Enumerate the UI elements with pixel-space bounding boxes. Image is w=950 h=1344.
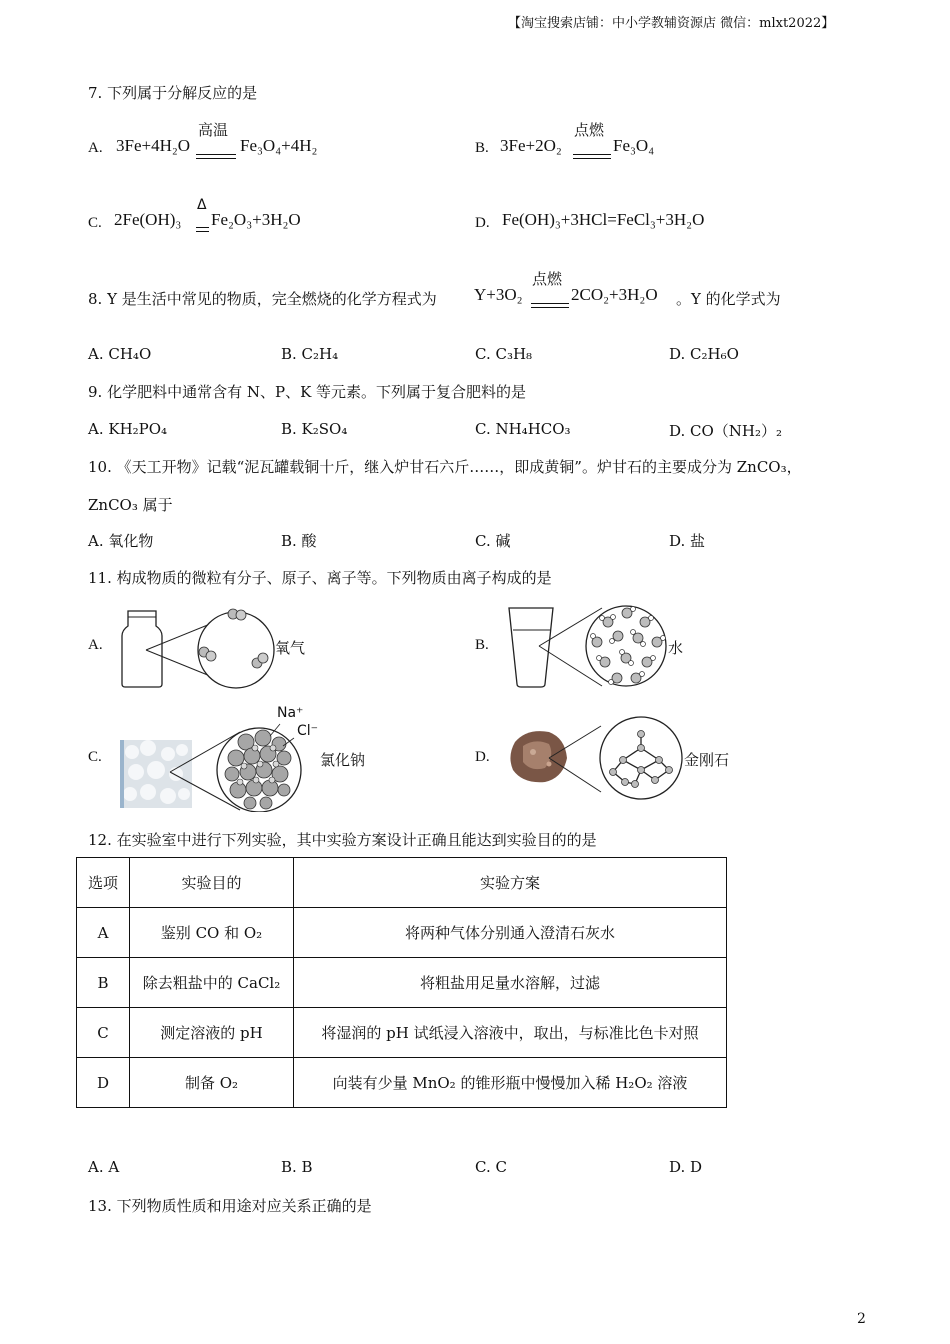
oxygen-bottle-figure xyxy=(112,600,282,695)
table-cell: 将两种气体分别通入澄清石灰水 xyxy=(294,908,727,958)
q10-option-d: D. 盐 xyxy=(669,532,706,550)
q8-eq-arrow xyxy=(531,295,569,313)
q12-option-d: D. D xyxy=(669,1158,703,1176)
q11-option-c-letter: C. xyxy=(88,749,102,765)
table-cell: C xyxy=(77,1008,130,1058)
q11-stem: 11. 构成物质的微粒有分子、原子、离子等。下列物质由离子构成的是 xyxy=(88,569,552,587)
table-header-cell: 选项 xyxy=(77,858,130,908)
q8-eq-right: 2CO₂+3H₂O xyxy=(571,285,658,304)
table-row xyxy=(77,1008,727,1058)
table-cell: D xyxy=(77,1058,130,1108)
q9-option-b: B. K₂SO₄ xyxy=(281,420,348,438)
table-cell: 测定溶液的 pH xyxy=(130,1008,294,1058)
table-cell: 将湿润的 pH 试纸浸入溶液中，取出，与标准比色卡对照 xyxy=(294,1008,727,1058)
q11-ion-cl: Cl⁻ xyxy=(297,723,319,739)
q8-eq-left: Y+3O₂ xyxy=(474,285,523,304)
q9-option-a: A. KH₂PO₄ xyxy=(88,420,168,438)
q8-stem-post: 。Y 的化学式为 xyxy=(676,290,781,308)
q7-option-a-letter: A. xyxy=(88,140,103,156)
q11-ion-na: Na⁺ xyxy=(277,705,304,721)
table-header-row xyxy=(77,858,727,908)
experiment-table xyxy=(76,857,727,1108)
q10-stem-line2: ZnCO₃ 属于 xyxy=(88,496,173,514)
page-number: 2 xyxy=(857,1311,866,1327)
table-cell: B xyxy=(77,958,130,1008)
sodium-chloride-figure xyxy=(118,712,308,812)
q10-stem-line1: 10. 《天工开物》记载“泥瓦罐载铜十斤，继入炉甘石六斤……，即成黄铜”。炉甘石的主要成分为 ZnCO₃， xyxy=(88,458,802,476)
q9-option-d: D. CO（NH₂）₂ xyxy=(669,422,783,440)
q12-option-b: B. B xyxy=(281,1158,313,1176)
table-header-cell: 实验方案 xyxy=(294,858,727,908)
q7-option-c-arrow xyxy=(196,219,209,237)
q7-option-c-condition: Δ xyxy=(197,197,207,213)
q12-option-c: C. C xyxy=(475,1158,507,1176)
q11-option-a-letter: A. xyxy=(88,637,103,653)
q12-option-a: A. A xyxy=(88,1158,120,1176)
q7-stem: 7. 下列属于分解反应的是 xyxy=(88,84,258,102)
q11-option-d-letter: D. xyxy=(475,749,490,765)
q7-option-b-arrow xyxy=(573,146,611,164)
q7-option-c-letter: C. xyxy=(88,215,102,231)
q7-option-a-condition: 高温 xyxy=(198,121,229,139)
q8-option-d: D. C₂H₆O xyxy=(669,345,739,363)
q12-stem: 12. 在实验室中进行下列实验，其中实验方案设计正确且能达到实验目的的是 xyxy=(88,831,597,849)
table-row xyxy=(77,958,727,1008)
water-glass-figure xyxy=(505,600,675,695)
q10-option-a: A. 氧化物 xyxy=(88,532,154,550)
q7-option-d-equation: Fe(OH)₃+3HCl=FeCl₃+3H₂O xyxy=(502,210,705,229)
q9-stem: 9. 化学肥料中通常含有 N、P、K 等元素。下列属于复合肥料的是 xyxy=(88,383,527,401)
q7-option-a-reactants: 3Fe+4H₂O xyxy=(116,136,191,155)
table-header-cell: 实验目的 xyxy=(130,858,294,908)
table-row xyxy=(77,908,727,958)
table-cell: 制备 O₂ xyxy=(130,1058,294,1108)
q7-option-c-reactants: 2Fe(OH)₃ xyxy=(114,210,182,229)
table-cell: 鉴别 CO 和 O₂ xyxy=(130,908,294,958)
q9-option-c: C. NH₄HCO₃ xyxy=(475,420,571,438)
q7-option-b-reactants: 3Fe+2O₂ xyxy=(500,136,562,155)
q7-option-c-products: Fe₂O₃+3H₂O xyxy=(211,210,301,229)
q10-option-b: B. 酸 xyxy=(281,532,317,550)
q11-option-b-letter: B. xyxy=(475,637,489,653)
q7-option-b-condition: 点燃 xyxy=(574,121,605,139)
q7-option-d-letter: D. xyxy=(475,215,490,231)
q11-option-d-label: 金刚石 xyxy=(684,751,730,769)
table-cell: 将粗盐用足量水溶解，过滤 xyxy=(294,958,727,1008)
diamond-figure xyxy=(505,712,685,807)
table-row xyxy=(77,1058,727,1108)
q8-option-b: B. C₂H₄ xyxy=(281,345,339,363)
q11-option-b-label: 水 xyxy=(668,639,684,657)
q11-option-a-label: 氧气 xyxy=(275,639,306,657)
q8-eq-condition: 点燃 xyxy=(532,270,563,288)
q10-option-c: C. 碱 xyxy=(475,532,511,550)
q7-option-b-letter: B. xyxy=(475,140,489,156)
q13-stem: 13. 下列物质性质和用途对应关系正确的是 xyxy=(88,1197,372,1215)
q7-option-a-arrow xyxy=(196,146,236,164)
table-cell: 向装有少量 MnO₂ 的锥形瓶中慢慢加入稀 H₂O₂ 溶液 xyxy=(294,1058,727,1108)
q8-stem-pre: 8. Y 是生活中常见的物质，完全燃烧的化学方程式为 xyxy=(88,290,437,308)
table-cell: A xyxy=(77,908,130,958)
q7-option-a-products: Fe₃O₄+4H₂ xyxy=(240,136,318,155)
q8-option-a: A. CH₄O xyxy=(88,345,152,363)
q11-option-c-label: 氯化钠 xyxy=(320,751,366,769)
table-cell: 除去粗盐中的 CaCl₂ xyxy=(130,958,294,1008)
q7-option-b-products: Fe₃O₄ xyxy=(613,136,655,155)
q8-option-c: C. C₃H₈ xyxy=(475,345,533,363)
header-shop-text: 【淘宝搜索店铺：中小学教辅资源店 微信：mlxt2022】 xyxy=(508,16,835,31)
